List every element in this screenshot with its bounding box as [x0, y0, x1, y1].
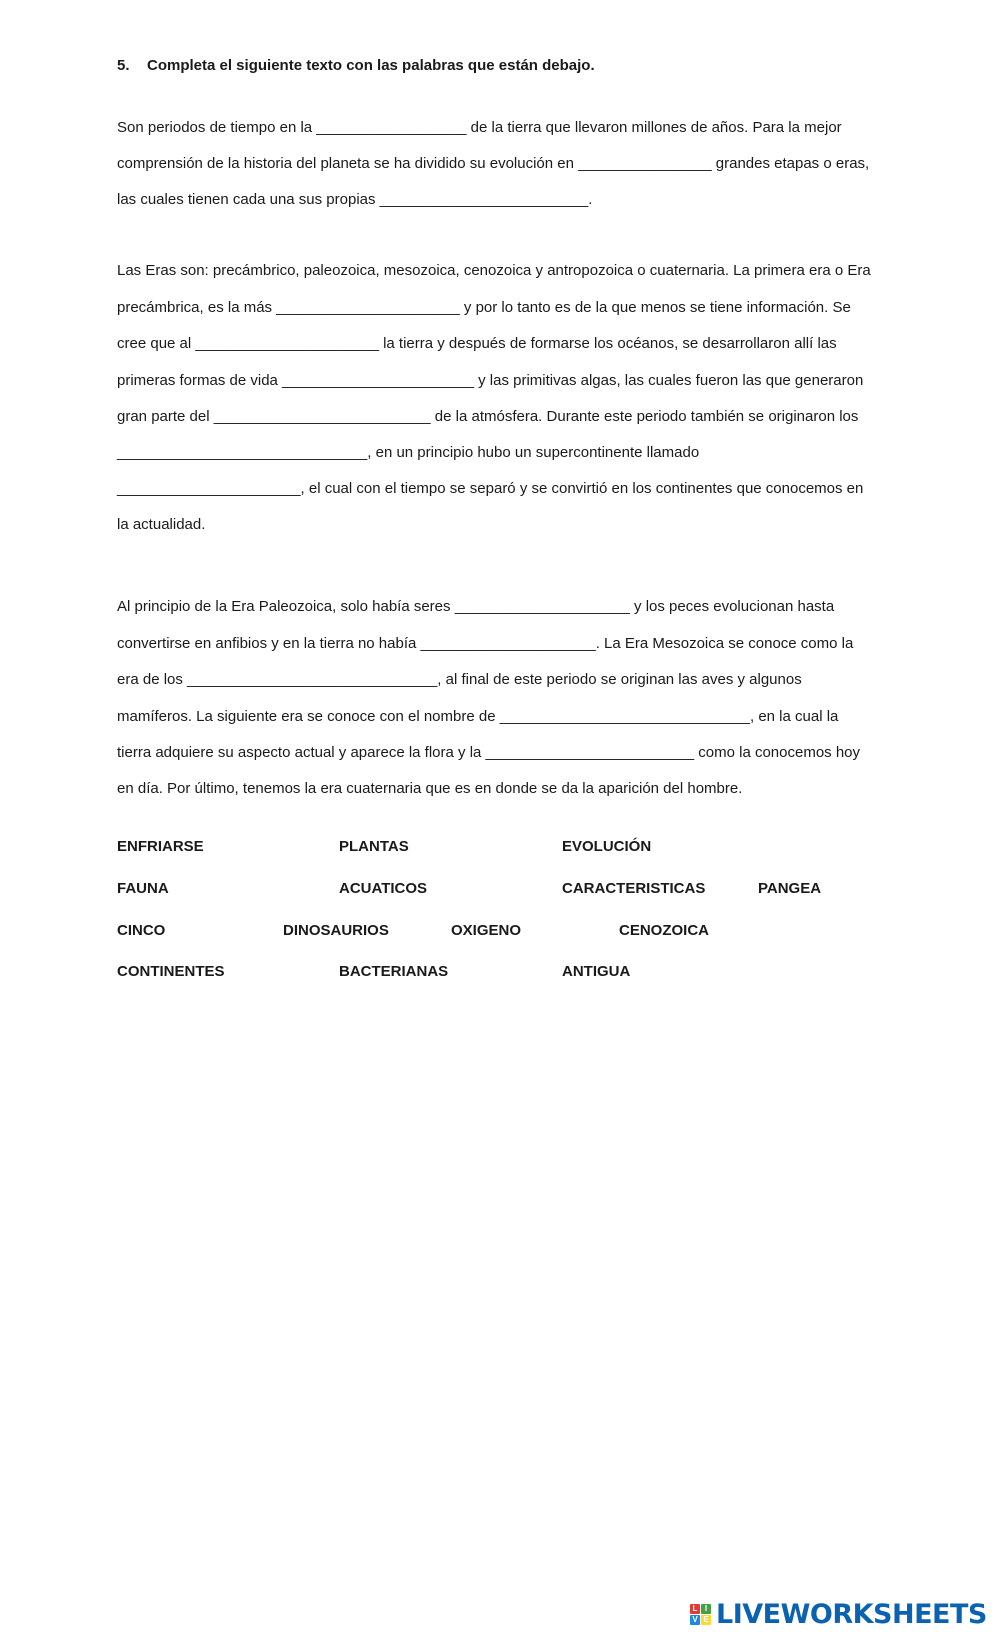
paragraph-line: cree que al ______________________ la tierra y después de formarse los océanos, se desarrollaron allí las [117, 335, 837, 352]
word-bank-row [117, 836, 967, 858]
paragraph-line: era de los ______________________________, al final de este periodo se originan las aves y algunos [117, 671, 802, 688]
word-bank-item: OXIGENO [451, 922, 522, 939]
logo-mark-cell: V [690, 1615, 700, 1625]
paragraph-line: tierra adquiere su aspecto actual y aparece la flora y la _________________________ como la conocemos hoy [117, 744, 861, 761]
exercise-number: 5. [117, 57, 130, 74]
paragraph-line: precámbrica, es la más ______________________ y por lo tanto es de la que menos se tiene información. Se [117, 299, 851, 316]
logo-mark-cell: L [690, 1604, 700, 1614]
word-bank-row [117, 920, 967, 942]
word-bank-item: PANGEA [758, 880, 822, 897]
paragraph-line: primeras formas de vida _______________________ y las primitivas algas, las cuales fueron las que generaron [117, 372, 864, 389]
exercise-instruction: Completa el siguiente texto con las palabras que están debajo. [147, 57, 595, 74]
word-bank-item: FAUNA [117, 880, 169, 897]
word-bank-item: CENOZOICA [619, 922, 709, 939]
paragraph-line: Son periodos de tiempo en la __________________ de la tierra que llevaron millones de años. Para la mejor [117, 119, 842, 136]
paragraph-line: ______________________, el cual con el tiempo se separó y se convirtió en los continentes que conocemos en [117, 480, 864, 497]
word-bank-item: ENFRIARSE [117, 838, 204, 855]
word-bank-row [117, 961, 967, 983]
logo-mark-cell: E [701, 1615, 711, 1625]
logo-text: LIVEWORKSHEETS [716, 1598, 987, 1630]
word-bank-item: DINOSAURIOS [283, 922, 389, 939]
exercise-heading [117, 57, 595, 74]
liveworksheets-mark-icon [690, 1604, 711, 1625]
word-bank-item: ACUATICOS [339, 880, 428, 897]
paragraph-line: en día. Por último, tenemos la era cuaternaria que es en donde se da la aparición del hombre. [117, 780, 743, 797]
word-bank-item: CARACTERISTICAS [562, 880, 706, 897]
paragraph-line: convertirse en anfibios y en la tierra no había _____________________. La Era Mesozoica se conoce como la [117, 635, 854, 652]
liveworksheets-logo [690, 1597, 987, 1631]
paragraph-line: la actualidad. [117, 516, 206, 533]
paragraph-line: ______________________________, en un principio hubo un supercontinente llamado [117, 444, 700, 461]
word-bank-item: PLANTAS [339, 838, 409, 855]
word-bank-item: BACTERIANAS [339, 963, 449, 980]
word-bank-item: CONTINENTES [117, 963, 225, 980]
word-bank-item: ANTIGUA [562, 963, 631, 980]
paragraph-line: comprensión de la historia del planeta se ha dividido su evolución en ________________ grandes etapas o eras, [117, 155, 870, 172]
paragraph-line: mamíferos. La siguiente era se conoce con el nombre de ______________________________, en la cual la [117, 708, 839, 725]
paragraph-line: Al principio de la Era Paleozoica, solo había seres _____________________ y los peces evolucionan hasta [117, 598, 835, 615]
paragraph-line: las cuales tienen cada una sus propias _________________________. [117, 191, 593, 208]
logo-mark-cell: I [701, 1604, 711, 1614]
paragraph-line: gran parte del __________________________ de la atmósfera. Durante este periodo también se originaron los [117, 408, 859, 425]
word-bank-item: EVOLUCIÓN [562, 838, 652, 855]
paragraph-line: Las Eras son: precámbrico, paleozoica, mesozoica, cenozoica y antropozoica o cuaternaria. La primera era o Era [117, 262, 871, 279]
word-bank-row [117, 878, 967, 900]
word-bank-item: CINCO [117, 922, 166, 939]
